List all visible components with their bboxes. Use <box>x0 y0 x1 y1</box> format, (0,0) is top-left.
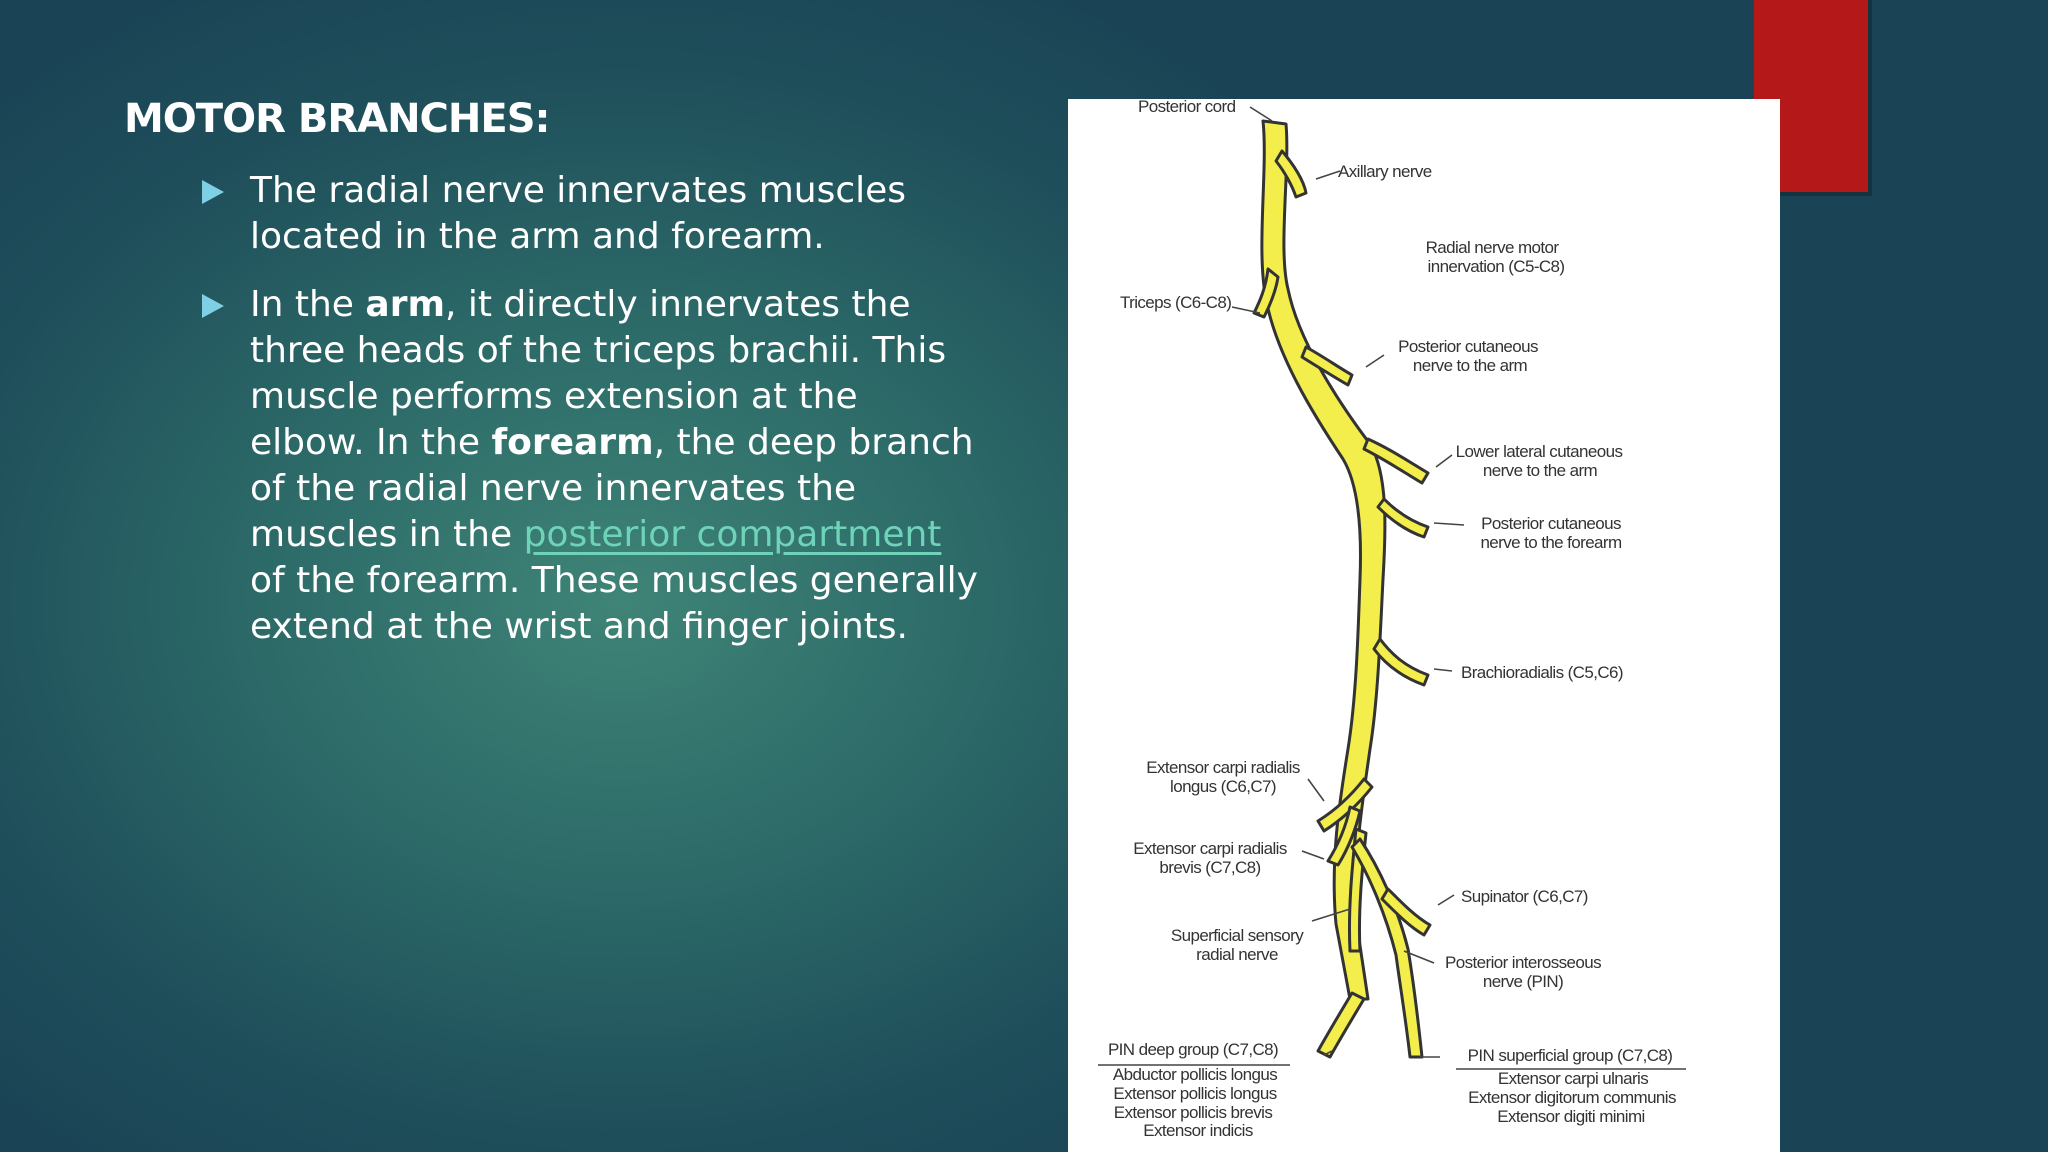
label-ssrn-1: Superficial sensory <box>1170 926 1304 945</box>
label-llcn-2: nerve to the arm <box>1482 461 1598 480</box>
label-ecrb-2: brevis (C7,C8) <box>1159 858 1261 877</box>
label-llcn-1: Lower lateral cutaneous <box>1455 442 1623 461</box>
label-pin-deep-item: Abductor pollicis longus <box>1112 1065 1278 1084</box>
label-pin-deep-item: Extensor indicis <box>1143 1121 1253 1140</box>
bullet-list <box>200 168 980 672</box>
label-pin-superficial-item: Extensor digitorum communis <box>1468 1088 1676 1107</box>
label-pcn-forearm-2: nerve to the forearm <box>1480 533 1622 552</box>
label-pin-superficial-item: Extensor digiti minimi <box>1497 1107 1645 1126</box>
text-run: of the forearm. These muscles generally extend at the wrist and finger joints. <box>250 560 978 647</box>
label-axillary-nerve: Axillary nerve <box>1338 162 1432 181</box>
pin-deep-branch <box>1318 993 1364 1057</box>
text-run: , the deep branch of the radial nerve innervates the muscles in the <box>250 422 974 555</box>
brachioradialis-branch <box>1374 639 1428 685</box>
figure-labels <box>1108 99 1676 1140</box>
slide-title: MOTOR BRANCHES: <box>124 96 550 142</box>
radial-nerve-diagram <box>1068 99 1780 1152</box>
posterior-compartment-link[interactable]: posterior compartment <box>523 514 942 555</box>
label-pcn-arm-2: nerve to the arm <box>1412 356 1528 375</box>
label-pcn-forearm-1: Posterior cutaneous <box>1481 514 1621 533</box>
label-ecrl-1: Extensor carpi radialis <box>1146 758 1300 777</box>
label-brachioradialis: Brachioradialis (C5,C6) <box>1461 663 1623 682</box>
label-pin-deep-item: Extensor pollicis brevis <box>1113 1103 1273 1122</box>
bullet-text <box>250 284 978 647</box>
label-radial-motor-1: Radial nerve motor <box>1425 238 1559 257</box>
bullet-text: The radial nerve innervates muscles located in the arm and forearm. <box>250 170 907 257</box>
nerve-shapes <box>1254 121 1430 1057</box>
label-triceps: Triceps (C6-C8) <box>1120 293 1232 312</box>
triangle-bullet-icon <box>202 180 224 204</box>
label-ecrl-2: longus (C6,C7) <box>1170 777 1276 796</box>
bold-term-forearm: forearm <box>491 422 654 463</box>
text-run: , it directly innervates the three heads of the triceps brachii. This muscle performs extension at the elbow. In the <box>250 284 947 463</box>
label-pin-deep-item: Extensor pollicis longus <box>1113 1084 1277 1103</box>
label-posterior-cord: Posterior cord <box>1138 99 1236 116</box>
label-ecrb-1: Extensor carpi radialis <box>1133 839 1287 858</box>
label-radial-motor-2: innervation (C5-C8) <box>1427 257 1565 276</box>
label-pin-2: nerve (PIN) <box>1482 972 1564 991</box>
label-ssrn-2: radial nerve <box>1196 945 1278 964</box>
triangle-bullet-icon <box>202 294 224 318</box>
bullet-item <box>200 282 980 650</box>
text-run: In the <box>250 284 366 325</box>
nerve-diagram-svg <box>1068 99 1780 1152</box>
bold-term-arm: arm <box>365 284 445 325</box>
label-pin-deep-heading: PIN deep group (C7,C8) <box>1107 1040 1279 1059</box>
label-pin-superficial-item: Extensor carpi ulnaris <box>1497 1069 1649 1088</box>
bullet-item <box>200 168 980 260</box>
label-pcn-arm-1: Posterior cutaneous <box>1398 337 1538 356</box>
label-supinator: Supinator (C6,C7) <box>1461 887 1588 906</box>
label-pin-superficial-heading: PIN superficial group (C7,C8) <box>1467 1046 1673 1065</box>
label-pin-1: Posterior interosseous <box>1445 953 1601 972</box>
